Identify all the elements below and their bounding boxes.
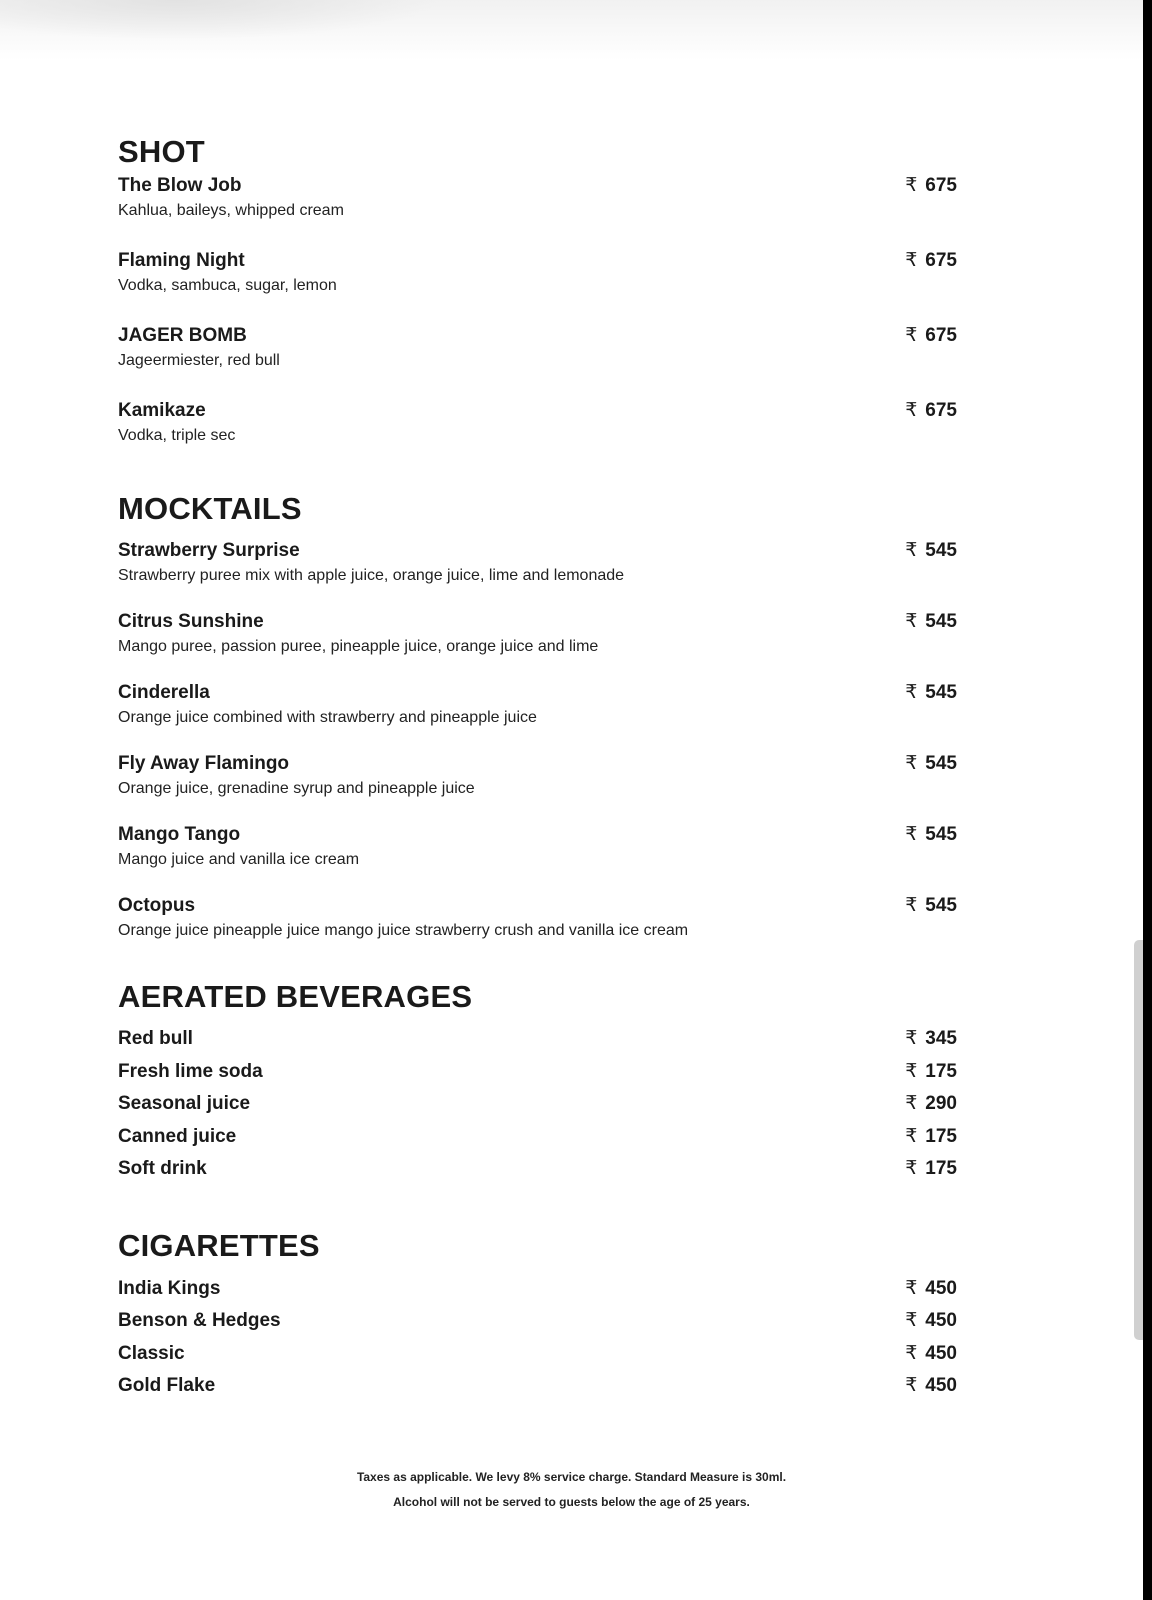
section-title: SHOT — [118, 134, 205, 169]
scrollbar-thumb[interactable] — [1134, 940, 1143, 1340]
price-value: 675 — [925, 250, 957, 271]
item-name: JAGER BOMB — [118, 325, 247, 346]
item-name: The Blow Job — [118, 175, 242, 196]
item-price — [905, 173, 957, 199]
menu-item — [118, 1121, 957, 1154]
price-value: 545 — [925, 753, 957, 774]
menu-item — [118, 538, 957, 588]
menu-item — [118, 248, 957, 298]
price-value: 675 — [925, 325, 957, 346]
item-name: Canned juice — [118, 1125, 237, 1147]
footer-note — [0, 1465, 1143, 1515]
item-name: Octopus — [118, 895, 196, 916]
item-name: Flaming Night — [118, 250, 245, 271]
section-title: CIGARETTES — [118, 1227, 320, 1263]
item-description: Mango puree, passion puree, pineapple juice, orange juice and lime — [118, 638, 599, 655]
item-price — [905, 1056, 957, 1089]
section-title: AERATED BEVERAGES — [118, 979, 473, 1014]
rupee-icon: ₹ — [905, 895, 918, 916]
item-name: Mango Tango — [118, 824, 241, 845]
item-name: Seasonal juice — [118, 1093, 251, 1114]
item-price — [905, 680, 957, 706]
footer-line-age: Alcohol will not be served to guests below the age of 25 years. — [393, 1495, 750, 1509]
rupee-icon: ₹ — [905, 1060, 918, 1082]
price-value: 450 — [925, 1342, 957, 1364]
price-value: 450 — [925, 1375, 957, 1396]
item-description: Jageermiester, red bull — [118, 352, 280, 369]
item-description: Kahlua, baileys, whipped cream — [118, 202, 344, 219]
menu-item — [118, 173, 957, 223]
price-value: 545 — [925, 540, 957, 561]
rupee-icon: ₹ — [905, 682, 918, 703]
menu-document — [118, 132, 957, 1403]
item-price — [905, 893, 957, 919]
item-description: Vodka, triple sec — [118, 427, 236, 444]
price-value: 290 — [925, 1093, 957, 1114]
section-title: MOCKTAILS — [118, 491, 302, 526]
price-value: 545 — [925, 611, 957, 632]
price-value: 175 — [925, 1125, 957, 1147]
rupee-icon: ₹ — [905, 1277, 918, 1299]
item-price — [905, 1338, 957, 1371]
rupee-icon: ₹ — [905, 540, 918, 561]
item-list — [118, 1023, 957, 1186]
item-description: Strawberry puree mix with apple juice, orange juice, lime and lemonade — [118, 567, 625, 584]
item-price — [905, 1121, 957, 1154]
menu-item — [118, 680, 957, 730]
price-value: 450 — [925, 1277, 957, 1299]
item-name: Fly Away Flamingo — [118, 753, 290, 774]
menu-item — [118, 609, 957, 659]
menu-item — [118, 893, 957, 943]
menu-item — [118, 1273, 957, 1306]
rupee-icon: ₹ — [905, 400, 918, 421]
item-name: Gold Flake — [118, 1375, 216, 1396]
section-mocktails — [118, 489, 957, 943]
rupee-icon: ₹ — [905, 1342, 918, 1364]
item-name: Kamikaze — [118, 400, 206, 421]
rupee-icon: ₹ — [905, 824, 918, 845]
item-description: Vodka, sambuca, sugar, lemon — [118, 277, 337, 294]
item-price — [905, 538, 957, 564]
item-name: Citrus Sunshine — [118, 611, 264, 632]
menu-item — [118, 323, 957, 373]
rupee-icon: ₹ — [905, 1028, 918, 1049]
section-cigarettes — [118, 1226, 957, 1403]
item-price — [905, 1305, 957, 1338]
item-name: Cinderella — [118, 682, 210, 703]
item-price — [905, 1370, 957, 1403]
item-description: Orange juice pineapple juice mango juice strawberry crush and vanilla ice cream — [118, 922, 689, 939]
item-description: Mango juice and vanilla ice cream — [118, 851, 360, 868]
rupee-icon: ₹ — [905, 1125, 918, 1147]
rupee-icon: ₹ — [905, 250, 918, 271]
item-list — [118, 538, 957, 943]
item-price — [905, 1153, 957, 1186]
menu-item — [118, 1305, 957, 1338]
price-value: 345 — [925, 1028, 957, 1049]
item-list — [118, 1273, 957, 1403]
price-value: 545 — [925, 682, 957, 703]
window-edge — [1143, 0, 1152, 1600]
menu-item — [118, 822, 957, 872]
rupee-icon: ₹ — [905, 753, 918, 774]
menu-item — [118, 1088, 957, 1121]
item-price — [905, 751, 957, 777]
price-value: 675 — [925, 400, 957, 421]
item-name: Soft drink — [118, 1158, 207, 1179]
menu-item — [118, 1056, 957, 1089]
section-shot — [118, 132, 957, 448]
item-name: Fresh lime soda — [118, 1060, 263, 1082]
item-name: Red bull — [118, 1028, 193, 1049]
item-price — [905, 822, 957, 848]
menu-item — [118, 1023, 957, 1056]
price-value: 675 — [925, 175, 957, 196]
price-value: 450 — [925, 1310, 957, 1331]
item-price — [905, 1088, 957, 1121]
menu-item — [118, 1338, 957, 1371]
item-price — [905, 323, 957, 349]
item-price — [905, 248, 957, 274]
item-price — [905, 1273, 957, 1306]
rupee-icon: ₹ — [905, 1158, 918, 1179]
price-value: 545 — [925, 824, 957, 845]
price-value: 175 — [925, 1060, 957, 1082]
price-value: 175 — [925, 1158, 957, 1179]
rupee-icon: ₹ — [905, 1093, 918, 1114]
footer-line-taxes: Taxes as applicable. We levy 8% service charge. Standard Measure is 30ml. — [356, 1470, 787, 1484]
item-description: Orange juice combined with strawberry and pineapple juice — [118, 709, 537, 726]
item-name: India Kings — [118, 1277, 221, 1299]
item-description: Orange juice, grenadine syrup and pineapple juice — [118, 780, 475, 797]
rupee-icon: ₹ — [905, 175, 918, 196]
rupee-icon: ₹ — [905, 611, 918, 632]
item-price — [905, 1023, 957, 1056]
rupee-icon: ₹ — [905, 1310, 918, 1331]
item-price — [905, 609, 957, 635]
menu-item — [118, 1153, 957, 1186]
section-aerated-beverages — [118, 977, 957, 1186]
rupee-icon: ₹ — [905, 1375, 918, 1396]
menu-item — [118, 398, 957, 448]
item-list — [118, 173, 957, 448]
menu-item — [118, 751, 957, 801]
item-name: Benson & Hedges — [118, 1310, 281, 1331]
item-name: Classic — [118, 1342, 185, 1364]
price-value: 545 — [925, 895, 957, 916]
item-name: Strawberry Surprise — [118, 540, 300, 561]
top-shadow-blur — [0, 0, 440, 40]
item-price — [905, 398, 957, 424]
rupee-icon: ₹ — [905, 325, 918, 346]
menu-item — [118, 1370, 957, 1403]
